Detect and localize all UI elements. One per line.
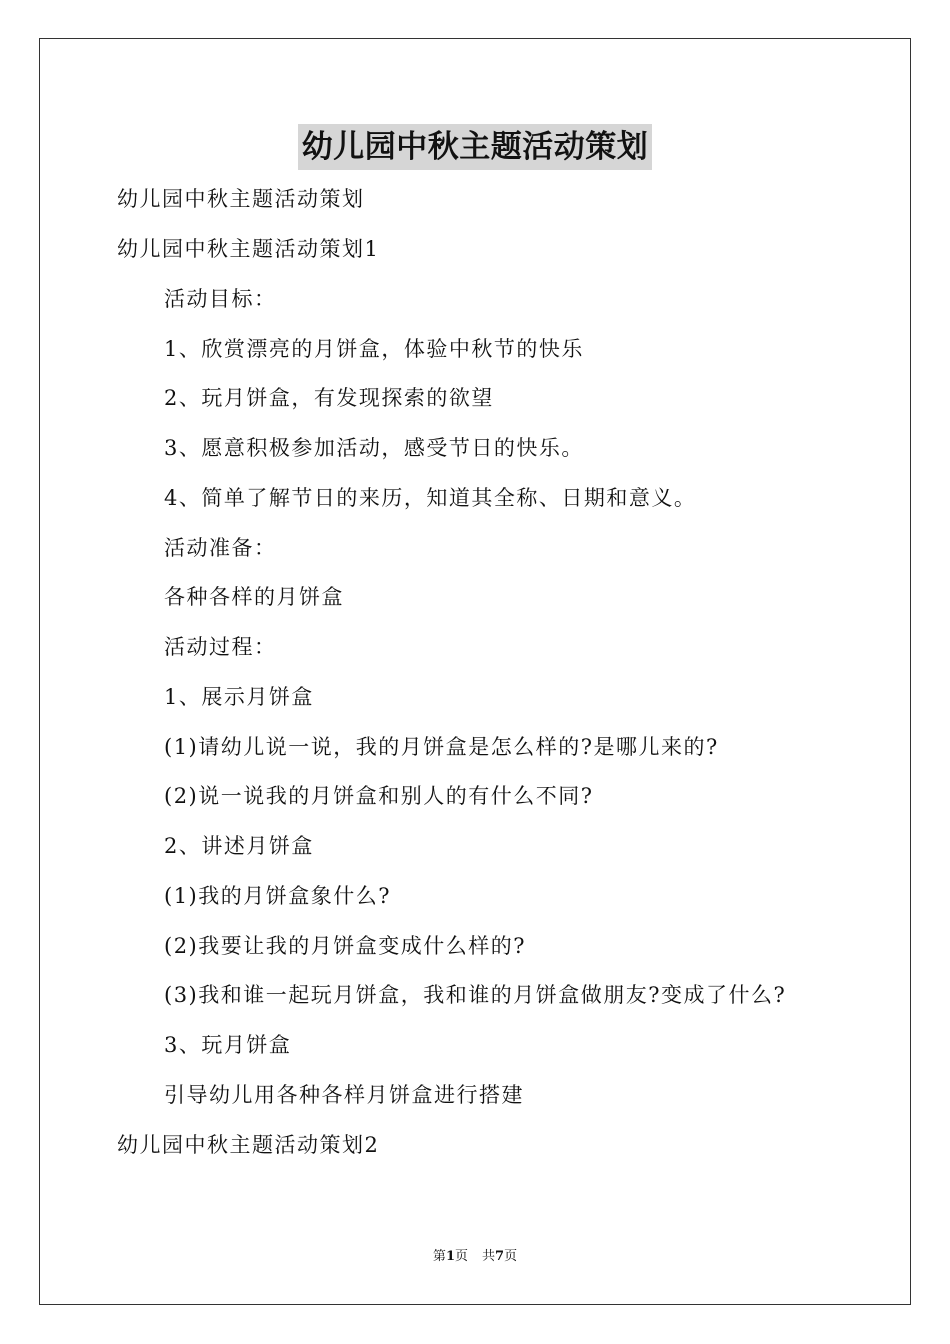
paragraph-line: 2、讲述月饼盒	[164, 834, 314, 858]
paragraph-line: 3、玩月饼盒	[164, 1033, 292, 1057]
paragraph-line: 3、愿意积极参加活动，感受节日的快乐。	[164, 436, 584, 460]
paragraph-line: 4、简单了解节日的来历，知道其全称、日期和意义。	[164, 486, 697, 510]
paragraph-line: (3)我和谁一起玩月饼盒，我和谁的月饼盒做朋友?变成了什么?	[164, 983, 787, 1007]
page-frame	[39, 38, 911, 1305]
page-footer	[0, 1248, 950, 1266]
document-title-text: 幼儿园中秋主题活动策划	[298, 124, 653, 170]
paragraph-line: 活动准备：	[164, 536, 277, 560]
paragraph-line: (1)请幼儿说一说，我的月饼盒是怎么样的?是哪儿来的?	[164, 735, 719, 759]
paragraph-line: 2、玩月饼盒，有发现探索的欲望	[164, 386, 494, 410]
footer-page-total: 7	[495, 1249, 505, 1264]
paragraph-line: 活动目标：	[164, 287, 277, 311]
paragraph-line: 1、展示月饼盒	[164, 685, 314, 709]
paragraph-line: 1、欣赏漂亮的月饼盒，体验中秋节的快乐	[164, 337, 584, 361]
document-title	[0, 124, 950, 170]
section-heading: 幼儿园中秋主题活动策划2	[117, 1133, 380, 1157]
section-heading: 幼儿园中秋主题活动策划1	[117, 237, 380, 261]
footer-page-suffix: 页	[454, 1249, 468, 1264]
paragraph-line: (2)我要让我的月饼盒变成什么样的?	[164, 934, 527, 958]
paragraph-line: 引导幼儿用各种各样月饼盒进行搭建	[164, 1083, 524, 1107]
footer-total-prefix: 共	[482, 1249, 496, 1264]
footer-page-current: 1	[445, 1249, 455, 1264]
footer-page-prefix: 第	[432, 1249, 446, 1264]
paragraph-line: 幼儿园中秋主题活动策划	[117, 187, 365, 211]
paragraph-line: 各种各样的月饼盒	[164, 585, 344, 609]
footer-total-suffix: 页	[504, 1249, 518, 1264]
paragraph-line: (2)说一说我的月饼盒和别人的有什么不同?	[164, 784, 594, 808]
paragraph-line: 活动过程：	[164, 635, 277, 659]
paragraph-line: (1)我的月饼盒象什么?	[164, 884, 392, 908]
